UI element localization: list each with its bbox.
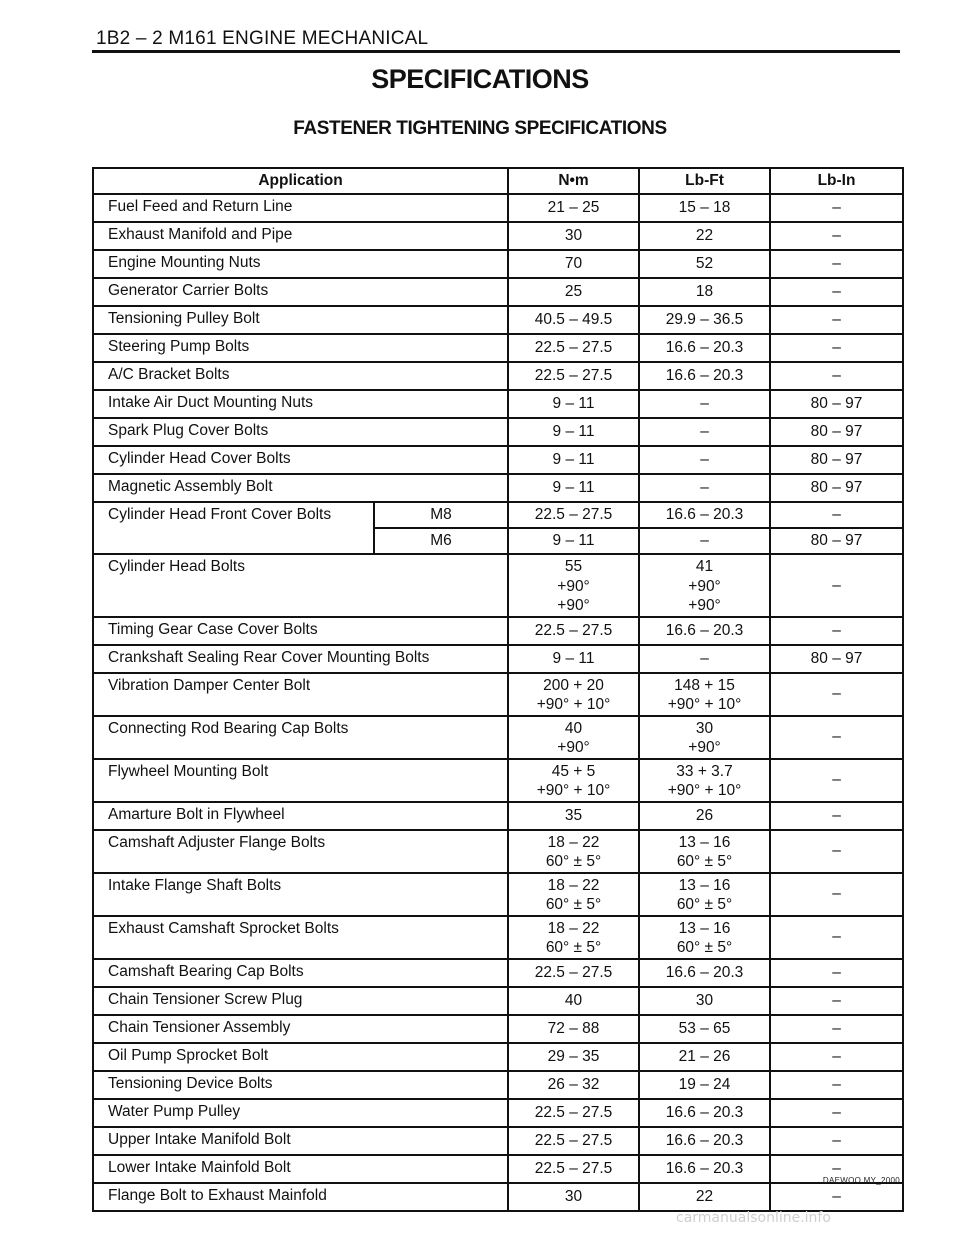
cell-lbin: – [770,194,903,222]
table-row [93,362,903,390]
cell-application: Intake Air Duct Mounting Nuts [93,390,508,418]
cell-lbin: – [770,830,903,873]
cell-nm: 22.5 – 27.5 [508,959,639,987]
cell-lbft: 13 – 16 60° ± 5° [639,916,770,959]
cell-application: Water Pump Pulley [93,1099,508,1127]
cell-application: Tensioning Device Bolts [93,1071,508,1099]
cell-size: M8 [374,502,508,528]
cell-lbft: – [639,446,770,474]
cell-nm: 55 +90° +90° [508,554,639,617]
cell-application: Cylinder Head Bolts [93,554,508,617]
cell-lbin: – [770,916,903,959]
table-row [93,802,903,830]
table-row [93,987,903,1015]
cell-lbft: 16.6 – 20.3 [639,959,770,987]
table-row [93,873,903,916]
cell-lbft: 16.6 – 20.3 [639,334,770,362]
cell-nm: 9 – 11 [508,390,639,418]
cell-nm: 200 + 20 +90° + 10° [508,673,639,716]
table-row [93,1155,903,1183]
cell-nm: 9 – 11 [508,528,639,554]
cell-application: Oil Pump Sprocket Bolt [93,1043,508,1071]
cell-nm: 29 – 35 [508,1043,639,1071]
cell-application: Intake Flange Shaft Bolts [93,873,508,916]
cell-lbft: – [639,528,770,554]
cell-application: Exhaust Manifold and Pipe [93,222,508,250]
cell-application: Generator Carrier Bolts [93,278,508,306]
cell-lbin: – [770,802,903,830]
page-title: SPECIFICATIONS [371,64,589,94]
cell-lbin: – [770,278,903,306]
watermark: carmanualsonline.info [676,1210,831,1226]
cell-lbin: 80 – 97 [770,645,903,673]
table-row [93,278,903,306]
cell-lbft: 52 [639,250,770,278]
table-row [93,334,903,362]
column-header-application: Application [93,168,508,194]
cell-lbft: 148 + 15 +90° + 10° [639,673,770,716]
table-row [93,673,903,716]
cell-lbft: 30 [639,987,770,1015]
cell-lbin: – [770,873,903,916]
cell-application: Flange Bolt to Exhaust Mainfold [93,1183,508,1211]
cell-lbft: 30 +90° [639,716,770,759]
cell-application: Fuel Feed and Return Line [93,194,508,222]
column-header-nm: N•m [508,168,639,194]
cell-lbin: 80 – 97 [770,390,903,418]
cell-application: Engine Mounting Nuts [93,250,508,278]
table-row [93,446,903,474]
cell-nm: 22.5 – 27.5 [508,362,639,390]
header-rule [92,50,900,53]
cell-application: Exhaust Camshaft Sprocket Bolts [93,916,508,959]
cell-lbft: 16.6 – 20.3 [639,502,770,528]
cell-size: M6 [374,528,508,554]
table-row [93,1127,903,1155]
cell-application: Spark Plug Cover Bolts [93,418,508,446]
footer-label: DAEWOO MY_2000 [822,1176,900,1185]
table-row [93,222,903,250]
section-subtitle: FASTENER TIGHTENING SPECIFICATIONS [293,118,667,139]
cell-application: Chain Tensioner Screw Plug [93,987,508,1015]
cell-lbin: 80 – 97 [770,418,903,446]
cell-nm: 18 – 22 60° ± 5° [508,873,639,916]
cell-lbft: 16.6 – 20.3 [639,1155,770,1183]
cell-lbft: 16.6 – 20.3 [639,1099,770,1127]
cell-lbin: – [770,959,903,987]
cell-lbft: 29.9 – 36.5 [639,306,770,334]
cell-lbft: – [639,418,770,446]
cell-lbft: 13 – 16 60° ± 5° [639,873,770,916]
cell-nm: 40.5 – 49.5 [508,306,639,334]
cell-lbft: 16.6 – 20.3 [639,362,770,390]
cell-lbin: – [770,673,903,716]
cell-application: Tensioning Pulley Bolt [93,306,508,334]
cell-nm: 30 [508,222,639,250]
cell-lbft: 18 [639,278,770,306]
cell-lbft: 16.6 – 20.3 [639,1127,770,1155]
cell-lbft: – [639,645,770,673]
table-body [93,194,903,1211]
table-header-row [93,168,903,194]
cell-lbin: – [770,987,903,1015]
cell-lbft: 41 +90° +90° [639,554,770,617]
cell-application: Cylinder Head Cover Bolts [93,446,508,474]
cell-application: Cylinder Head Front Cover Bolts [93,502,374,554]
cell-lbft: 33 + 3.7 +90° + 10° [639,759,770,802]
table-row [93,418,903,446]
table-row [93,617,903,645]
cell-lbft: 19 – 24 [639,1071,770,1099]
cell-lbft: – [639,474,770,502]
cell-nm: 9 – 11 [508,418,639,446]
table-row [93,194,903,222]
cell-nm: 22.5 – 27.5 [508,1099,639,1127]
cell-nm: 35 [508,802,639,830]
cell-nm: 22.5 – 27.5 [508,502,639,528]
cell-application: Chain Tensioner Assembly [93,1015,508,1043]
cell-nm: 21 – 25 [508,194,639,222]
cell-lbft: 26 [639,802,770,830]
cell-application: Magnetic Assembly Bolt [93,474,508,502]
column-header-lbft: Lb-Ft [639,168,770,194]
cell-lbft: 22 [639,222,770,250]
cell-lbin: – [770,222,903,250]
cell-lbft: 15 – 18 [639,194,770,222]
cell-nm: 25 [508,278,639,306]
cell-lbft: 13 – 16 60° ± 5° [639,830,770,873]
table-row [93,759,903,802]
cell-lbin: – [770,1127,903,1155]
fastener-spec-table [92,167,904,1212]
cell-nm: 18 – 22 60° ± 5° [508,916,639,959]
cell-lbin: – [770,362,903,390]
cell-nm: 22.5 – 27.5 [508,334,639,362]
table-row [93,716,903,759]
cell-nm: 72 – 88 [508,1015,639,1043]
column-header-lbin: Lb-In [770,168,903,194]
cell-nm: 26 – 32 [508,1071,639,1099]
table-row [93,390,903,418]
cell-lbin: – [770,1183,903,1211]
cell-lbft: 21 – 26 [639,1043,770,1071]
cell-application: Flywheel Mounting Bolt [93,759,508,802]
table-row [93,830,903,873]
cell-nm: 9 – 11 [508,446,639,474]
cell-application: Crankshaft Sealing Rear Cover Mounting Bolts [93,645,508,673]
cell-lbin: – [770,502,903,528]
cell-application: Steering Pump Bolts [93,334,508,362]
cell-application: Camshaft Adjuster Flange Bolts [93,830,508,873]
cell-nm: 40 [508,987,639,1015]
cell-lbin: – [770,306,903,334]
cell-lbin: 80 – 97 [770,528,903,554]
table-row [93,250,903,278]
cell-application: Connecting Rod Bearing Cap Bolts [93,716,508,759]
table-row [93,306,903,334]
cell-lbin: – [770,1099,903,1127]
cell-lbin: – [770,1043,903,1071]
cell-lbin: – [770,1071,903,1099]
table-row [93,645,903,673]
table-row [93,1043,903,1071]
cell-lbin: – [770,554,903,617]
cell-nm: 30 [508,1183,639,1211]
cell-lbft: 22 [639,1183,770,1211]
cell-application: Timing Gear Case Cover Bolts [93,617,508,645]
cell-lbft: 16.6 – 20.3 [639,617,770,645]
cell-nm: 22.5 – 27.5 [508,1155,639,1183]
table-row [93,1015,903,1043]
cell-nm: 22.5 – 27.5 [508,617,639,645]
cell-application: A/C Bracket Bolts [93,362,508,390]
cell-lbin: 80 – 97 [770,474,903,502]
table-row [93,502,903,528]
cell-nm: 45 + 5 +90° + 10° [508,759,639,802]
cell-application: Upper Intake Manifold Bolt [93,1127,508,1155]
cell-lbin: – [770,250,903,278]
cell-lbin: – [770,334,903,362]
cell-nm: 22.5 – 27.5 [508,1127,639,1155]
cell-nm: 18 – 22 60° ± 5° [508,830,639,873]
table-row [93,1183,903,1211]
cell-lbin: 80 – 97 [770,446,903,474]
cell-nm: 9 – 11 [508,645,639,673]
cell-lbin: – [770,759,903,802]
table-row [93,1071,903,1099]
table-row [93,916,903,959]
cell-application: Camshaft Bearing Cap Bolts [93,959,508,987]
cell-lbin: – [770,1015,903,1043]
cell-lbin: – [770,716,903,759]
cell-lbft: 53 – 65 [639,1015,770,1043]
cell-application: Amarture Bolt in Flywheel [93,802,508,830]
cell-lbin: – [770,617,903,645]
cell-application: Vibration Damper Center Bolt [93,673,508,716]
cell-nm: 40 +90° [508,716,639,759]
cell-application: Lower Intake Mainfold Bolt [93,1155,508,1183]
cell-nm: 9 – 11 [508,474,639,502]
table-row [93,1099,903,1127]
cell-nm: 70 [508,250,639,278]
table-row [93,554,903,617]
cell-lbin: – [770,1155,903,1183]
table-row [93,959,903,987]
page-header: 1B2 – 2 M161 ENGINE MECHANICAL [96,28,429,49]
cell-lbft: – [639,390,770,418]
table-row [93,474,903,502]
